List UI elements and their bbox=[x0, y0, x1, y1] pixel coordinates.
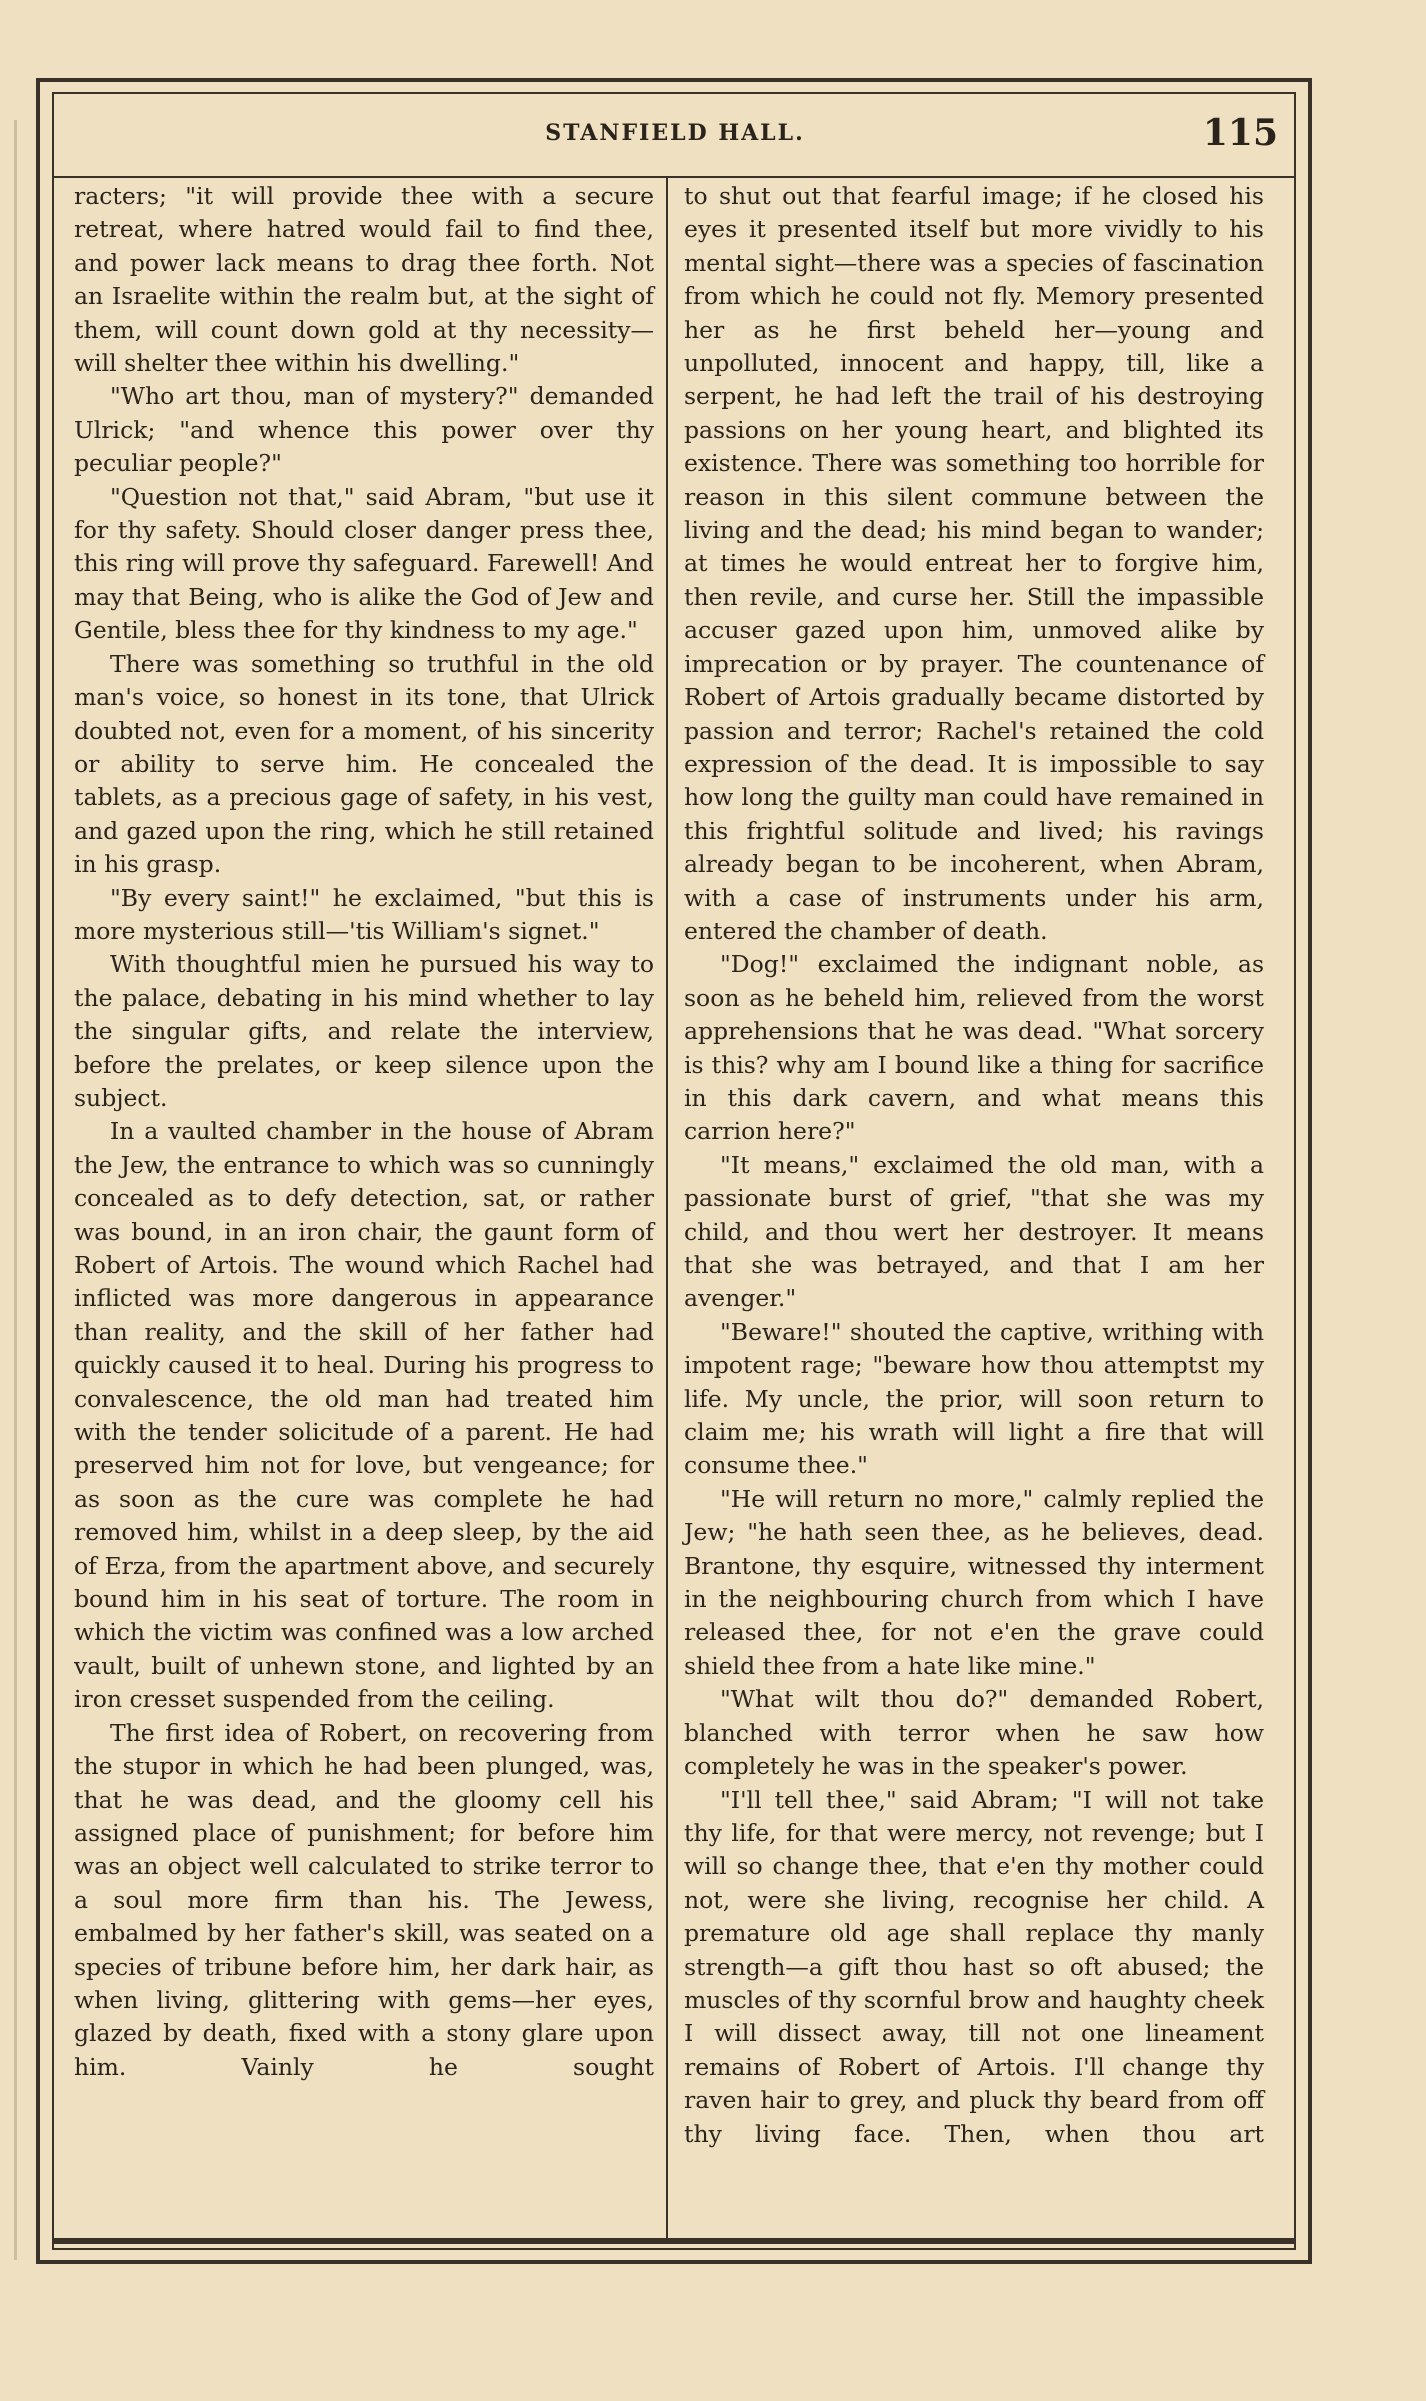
left-column bbox=[74, 180, 654, 2220]
paragraph: With thoughtful mien he pursued his way to the palace, debating in his mind whether to lay the singular gifts, and relate the interview, before the prelates, or keep silence upon the subject. bbox=[74, 950, 654, 1112]
paragraph: "I'll tell thee," said Abram; "I will not take thy life, for that were mercy, not revenge; but I will so change thee, that e'en thy mother could not, were she living, recognise her child. A premature old age shall replace thy manly strength—a gift thou hast so oft abused; the muscles of thy scornful brow and haughty cheek I will dissect away, till not one lineament remains of Robert of Artois. I'll change thy raven hair to grey, and pluck thy beard from off thy living face. Then, when thou art bbox=[684, 1785, 1264, 2148]
paragraph: "Beware!" shouted the captive, writhing with impotent rage; "beware how thou attemptst my life. My uncle, the prior, will soon return to claim me; his wrath will light a fire that will consume thee." bbox=[684, 1317, 1264, 1480]
running-title: STANFIELD HALL. bbox=[545, 120, 805, 146]
page-number: 115 bbox=[1202, 112, 1278, 154]
paragraph: "Who art thou, man of mystery?" demanded Ulrick; "and whence this power over thy peculiar people?" bbox=[74, 382, 654, 478]
paragraph: "Question not that," said Abram, "but use it for thy safety. Should closer danger press thee, this ring will prove thy safeguard. Farewell! And may that Being, who is alike the God of Jew and Gentile, bless thee for thy kindness to my age." bbox=[74, 482, 654, 645]
paragraph: "By every saint!" he exclaimed, "but this is more mysterious still—'tis William's signet." bbox=[74, 883, 654, 945]
paragraph: In a vaulted chamber in the house of Abram the Jew, the entrance to which was so cunningly concealed as to defy detection, sat, or rather was bound, in an iron chair, the gaunt form of Robert of Artois. The wound which Rachel had inflicted was more dangerous in appearance than reality, and the skill of her father had quickly caused it to heal. During his progress to convalescence, the old man had treated him with the tender solicitude of a parent. He had preserved him not for love, but vengeance; for as soon as the cure was complete he had removed him, whilst in a deep sleep, by the aid of Erza, from the apartment above, and securely bound him in his seat of torture. The room in which the victim was confined was a low arched vault, built of unhewn stone, and lighted by an iron cresset suspended from the ceiling. bbox=[74, 1117, 654, 1714]
paragraph: racters; "it will provide thee with a secure retreat, where hatred would fail to find thee, and power lack means to drag thee forth. Not an Israelite within the realm but, at the sight of them, will count down gold at thy necessity—will shelter thee within his dwelling." bbox=[74, 182, 654, 378]
paragraph: to shut out that fearful image; if he closed his eyes it presented itself but more vividly to his mental sight—there was a species of fascination from which he could not fly. Memory presented her as he first beheld her—young and unpolluted, innocent and happy, till, like a serpent, he had left the trail of his destroying passions on her young heart, and blighted its existence. There was something too horrible for reason in this silent commune between the living and the dead; his mind began to wander; at times he would entreat her to forgive him, then revile, and curse her. Still the impassible accuser gazed upon him, unmoved alike by imprecation or by prayer. The countenance of Robert of Artois gradually became distorted by passion and terror; Rachel's retained the cold expression of the dead. It is impossible to say how long the guilty man could have remained in this frightful solitude and lived; his ravings already began to be incoherent, when Abram, with a case of instruments under his arm, entered the chamber of death. bbox=[684, 182, 1264, 945]
right-column bbox=[684, 180, 1264, 2220]
page-header bbox=[60, 100, 1290, 170]
footer-rule bbox=[52, 2238, 1296, 2244]
paragraph: "It means," exclaimed the old man, with a passionate burst of grief, "that she was my child, and thou wert her destroyer. It means that she was betrayed, and that I am her avenger." bbox=[684, 1150, 1264, 1313]
paragraph: The first idea of Robert, on recovering from the stupor in which he had been plunged, was, that he was dead, and the gloomy cell his assigned place of punishment; for before him was an object well calculated to strike terror to a soul more firm than his. The Jewess, embalmed by her father's skill, was seated on a species of tribune before him, her dark hair, as when living, glittering with gems—her eyes, glazed by death, fixed with a stony glare upon him. Vainly he sought bbox=[74, 1718, 654, 2081]
paragraph: "What wilt thou do?" demanded Robert, blanched with terror when he saw how completely he was in the speaker's power. bbox=[684, 1685, 1264, 1781]
column-divider bbox=[666, 178, 668, 2238]
paragraph: There was something so truthful in the old man's voice, so honest in its tone, that Ulrick doubted not, even for a moment, of his sincerity or ability to serve him. He concealed the tablets, as a precious gage of safety, in his vest, and gazed upon the ring, which he still retained in his grasp. bbox=[74, 649, 654, 879]
paragraph: "Dog!" exclaimed the indignant noble, as soon as he beheld him, relieved from the worst apprehensions that he was dead. "What sorcery is this? why am I bound like a thing for sacrifice in this dark cavern, and what means this carrion here?" bbox=[684, 950, 1264, 1146]
paragraph: "He will return no more," calmly replied the Jew; "he hath seen thee, as he believes, dead. Brantone, thy esquire, witnessed thy interment in the neighbouring church from which I have released thee, for not e'en the grave could shield thee from a hate like mine." bbox=[684, 1484, 1264, 1680]
header-rule bbox=[52, 176, 1296, 178]
binding-shadow bbox=[14, 120, 17, 2260]
